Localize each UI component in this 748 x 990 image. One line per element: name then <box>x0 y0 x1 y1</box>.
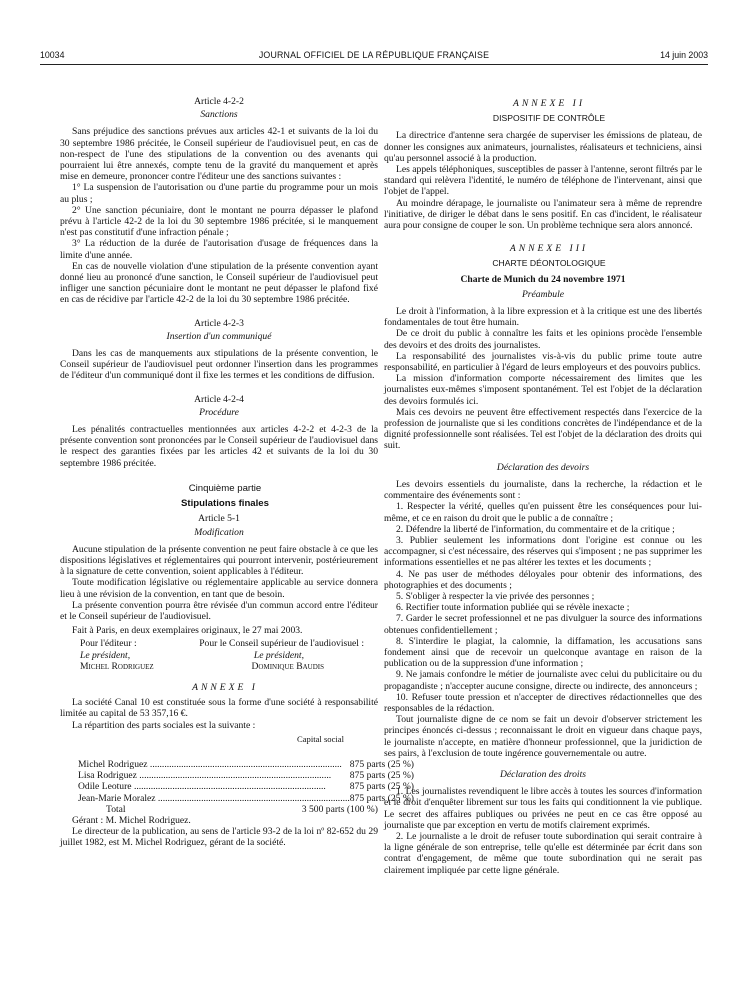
paragraph: Toute modification législative ou réglementaire applicable au service donnera lieu à une révision de la convention, en tant que de besoin. <box>60 577 378 600</box>
left-column <box>60 96 415 849</box>
total-value: 3 500 parts (100 %) <box>301 803 378 815</box>
article-subtitle: Procédure <box>199 406 239 418</box>
list-item: 4. Ne pas user de méthodes déloyales pour obtenir des informations, des photographies et des documents ; <box>384 568 702 591</box>
table-row <box>60 793 414 804</box>
paragraph: La présente convention pourra être révisée d'un commun accord entre l'éditeur et le Conseil supérieur de l'audiovisuel. <box>60 599 378 622</box>
signature-left-title: Le président, <box>80 649 131 661</box>
list-item: 9. Ne jamais confondre le métier de journaliste avec celui du publicitaire ou du propagandiste ; n'accepter aucune consigne, directe ou indirecte, des annonceurs ; <box>384 669 702 692</box>
list-item: 6. Rectifier toute information publiée qui se révèle inexacte ; <box>396 602 630 614</box>
charter-title: Charte de Munich du 24 novembre 1971 <box>460 273 626 285</box>
issue-date: 14 juin 2003 <box>660 50 708 60</box>
list-item: 2. Défendre la liberté de l'information, du commentaire et de la critique ; <box>396 523 675 535</box>
article-subtitle: Modification <box>194 526 244 538</box>
section-title: Préambule <box>521 288 565 300</box>
list-item: 7. Garder le secret professionnel et ne pas divulguer la source des informations obtenues confidentiellement ; <box>384 613 702 636</box>
part-title: Cinquième partie <box>188 482 262 494</box>
total-label: Total <box>106 803 126 815</box>
signature-right-name: Dominique Baudis <box>251 660 324 672</box>
paragraph: Le directeur de la publication, au sens de l'article 93-2 de la loi nº 82-652 du 29 juillet 1982, est M. Michel Rodriguez, gérant de la société. <box>60 826 378 849</box>
signature-right-label: Pour le Conseil supérieur de l'audiovisuel : <box>199 638 364 650</box>
signature-left-name: Michel Rodriguez <box>80 660 154 672</box>
article-subtitle: Insertion d'un communiqué <box>166 330 272 342</box>
paragraph: Au moindre dérapage, le journaliste ou l'animateur sera à même de reprendre l'initiative, de diriger le débat dans le sens positif. En cas d'incident, le réalisateur aura pour consigne de couper le son. Un problème technique sera alors annoncé. <box>384 197 702 232</box>
part-subtitle: Stipulations finales <box>181 498 269 510</box>
paragraph: 2. Le journaliste a le droit de refuser toute subordination qui serait contraire à la ligne générale de son entreprise, telle qu'elle est déterminée par écrit dans son contrat d'engagement, de même que toute subordination qui ne serait pas clairement impliquée par cette ligne générale. <box>384 830 702 876</box>
article-title: Article 5-1 <box>198 513 240 525</box>
list-item: 5. S'obliger à respecter la vie privée des personnes ; <box>396 590 595 602</box>
signature-place-date: Fait à Paris, en deux exemplaires originaux, le 27 mai 2003. <box>72 625 303 637</box>
table-row <box>60 759 414 770</box>
table-row <box>60 781 414 792</box>
shareholder-parts: 875 parts (25 %) <box>349 770 415 782</box>
paragraph: Les devoirs essentiels du journaliste, dans la recherche, la rédaction et le commentaire des événements sont : <box>384 478 702 502</box>
right-column <box>384 96 702 876</box>
signature-titles <box>60 650 378 661</box>
signature-block <box>60 638 378 649</box>
shareholder-parts: 875 parts (25 %) <box>349 792 415 804</box>
shareholder-parts: 875 parts (25 %) <box>349 758 415 770</box>
paragraph: 3° La réduction de la durée de l'autorisation d'usage de fréquences dans la limite d'une année. <box>60 238 378 261</box>
paragraph: De ce droit du public à connaître les faits et les opinions procède l'ensemble des devoirs et des droits des journalistes. <box>384 328 702 351</box>
paragraph: Mais ces devoirs ne peuvent être effectivement respectés dans l'exercice de la profession de journaliste que si les conditions concrètes de l'indépendance et de la dignité professionnelle sont réalisées. Tel est l'objet de la déclaration des droits qui suit. <box>384 406 702 452</box>
paragraph: 1. Les journalistes revendiquent le libre accès à toutes les sources d'information et le droit d'enquêter librement sur tous les faits qui conditionnent la vie publique. Le secret des affaires publiques ou privées ne peut en ce cas être opposé au journaliste que par exception en vertu de motifs clairement exprimés. <box>384 786 702 831</box>
list-item: 8. S'interdire le plagiat, la calomnie, la diffamation, les accusations sans fondement ainsi que de recevoir un quelconque avantage en raison de la publication ou de la suppression d'une information ; <box>384 635 702 670</box>
paragraph: La directrice d'antenne sera chargée de superviser les émissions de plateau, de donner les consignes aux animateurs, journalistes, réalisateurs et techniciens, ainsi qu'au personnel associé à la production. <box>384 130 702 164</box>
article-title: Article 4-2-3 <box>194 317 244 329</box>
duties-list <box>384 501 702 714</box>
shareholder-parts: 875 parts (25 %) <box>349 781 415 793</box>
capital-header: Capital social <box>296 733 344 744</box>
section-title: Déclaration des devoirs <box>496 461 590 473</box>
annex-title: ANNEXE II <box>512 98 586 109</box>
shares-total <box>60 804 378 815</box>
paragraph: La responsabilité des journalistes vis-à-vis du public prime toute autre responsabilité, en particulier à l'égard de leurs employeurs et des pouvoirs publics. <box>384 350 702 374</box>
signature-right-title: Le président, <box>253 649 304 661</box>
list-item: 3. Publier seulement les informations dont l'origine est connue ou les accompagner, si c'est nécessaire, des réserves qui s'imposent ; ne pas supprimer les informations essentielles et ne pas altérer les textes et les documents ; <box>384 534 702 569</box>
paragraph: Les pénalités contractuelles mentionnées aux articles 4-2-2 et 4-2-3 de la présente convention sont prononcées par le Conseil supérieur de l'audiovisuel dans le respect des garanties fixées par les articles 42 et suivants de la loi du 30 septembre 1986 précitée. <box>60 424 378 469</box>
article-title: Article 4-2-4 <box>194 393 244 405</box>
signature-names <box>60 661 378 672</box>
paragraph: Gérant : M. Michel Rodriguez. <box>72 814 191 826</box>
paragraph: En cas de nouvelle violation d'une stipulation de la présente convention ayant donné lieu au prononcé d'une sanction, le Conseil supérieur de l'audiovisuel peut infliger une sanction pécuniaire dont le montant ne peut dépasser le plafond fixé en cas de récidive par l'article 42-2 de la loi du 30 septembre 1986 précitée. <box>60 260 378 306</box>
paragraph: La société Canal 10 est constituée sous la forme d'une société à responsabilité limitée au capital de 53 357,16 €. <box>60 697 378 720</box>
annex-title: ANNEXE I <box>192 681 258 693</box>
table-row <box>60 770 414 781</box>
shareholder-name: Lisa Rodriguez ................................................................................ <box>78 770 332 782</box>
signature-left-label: Pour l'éditeur : <box>80 638 137 650</box>
list-item: 1. Respecter la vérité, quelles qu'en puissent être les conséquences pour lui-même, et ce en raison du droit que le public a de connaître ; <box>384 501 702 524</box>
annex-subtitle: DISPOSITIF DE CONTRÔLE <box>492 113 606 124</box>
paragraph: La mission d'information comporte nécessairement des limites que les journalistes eux-mêmes s'imposent spontanément. Tel est l'objet de la déclaration des devoirs formulés ici. <box>384 373 702 407</box>
paragraph: Sans préjudice des sanctions prévues aux articles 42-1 et suivants de la loi du 30 septembre 1986 précitée, le Conseil supérieur de l'audiovisuel peut, en cas de non-respect de l'une des stipulations de la convention ou des avenants qui pourraient lui être annexés, compte tenu de la gravité du manquement et après mise en demeure, prononcer contre l'éditeur une des sanctions suivantes : <box>60 126 378 183</box>
paragraph: 2° Une sanction pécuniaire, dont le montant ne pourra dépasser le plafond prévu à l'article 42-2 de la loi du 30 septembre 1986 précitée, si le manquement n'est pas constitutif d'une infraction pénale ; <box>60 204 378 239</box>
paragraph: 1° La suspension de l'autorisation ou d'une partie du programme pour un mois au plus ; <box>60 182 378 205</box>
shareholder-name: Odile Leoture ................................................................................ <box>78 781 326 793</box>
paragraph: Les appels téléphoniques, susceptibles de passer à l'antenne, seront filtrés par le standard qui relèvera l'identité, le numéro de téléphone de l'intervenant, ainsi que l'objet de l'appel. <box>384 164 702 198</box>
shareholder-name: Michel Rodriguez ................................................................................ <box>78 758 342 770</box>
paragraph: Dans les cas de manquements aux stipulations de la présente convention, le Conseil supérieur de l'audiovisuel peut ordonner l'insertion dans les programmes de l'éditeur d'un communiqué dont il fixe les termes et les conditions de diffusion. <box>60 348 378 382</box>
header-rule <box>40 64 708 65</box>
table-row <box>60 804 378 815</box>
annex-subtitle: CHARTE DÉONTOLOGIQUE <box>492 258 606 269</box>
paragraph: La répartition des parts sociales est la suivante : <box>72 719 256 731</box>
page-number: 10034 <box>40 50 65 60</box>
page-header <box>40 50 708 62</box>
annex-title: ANNEXE III <box>509 243 589 255</box>
article-title: Article 4-2-2 <box>194 96 244 107</box>
paragraph: Aucune stipulation de la présente convention ne peut faire obstacle à ce que les dispositions législatives et réglementaires qui pourront intervenir, postérieurement à la signature de cette convention, soient applicables à l'éditeur. <box>60 543 378 578</box>
shares-table <box>60 759 414 804</box>
shareholder-name: Jean-Marie Moralez ................................................................................ <box>78 792 350 804</box>
article-subtitle: Sanctions <box>200 109 238 121</box>
section-title: Déclaration des droits <box>500 768 586 780</box>
paragraph: Le droit à l'information, à la libre expression et à la critique est une des libertés fondamentales de tout être humain. <box>384 306 702 329</box>
paragraph: Tout journaliste digne de ce nom se fait un devoir d'observer strictement les principes énoncés ci-dessus ; reconnaissant le droit en vigueur dans chaque pays, le journaliste n'accepte, en matière d'honneur professionnel, que la juridiction de ses pairs, à l'exclusion de toute ingérence gouvernementale ou autre. <box>384 714 702 759</box>
journal-title: JOURNAL OFFICIEL DE LA RÉPUBLIQUE FRANÇAISE <box>258 50 490 60</box>
list-item: 10. Refuser toute pression et n'accepter de directives rédactionnelles que des responsables de la rédaction. <box>384 691 702 714</box>
